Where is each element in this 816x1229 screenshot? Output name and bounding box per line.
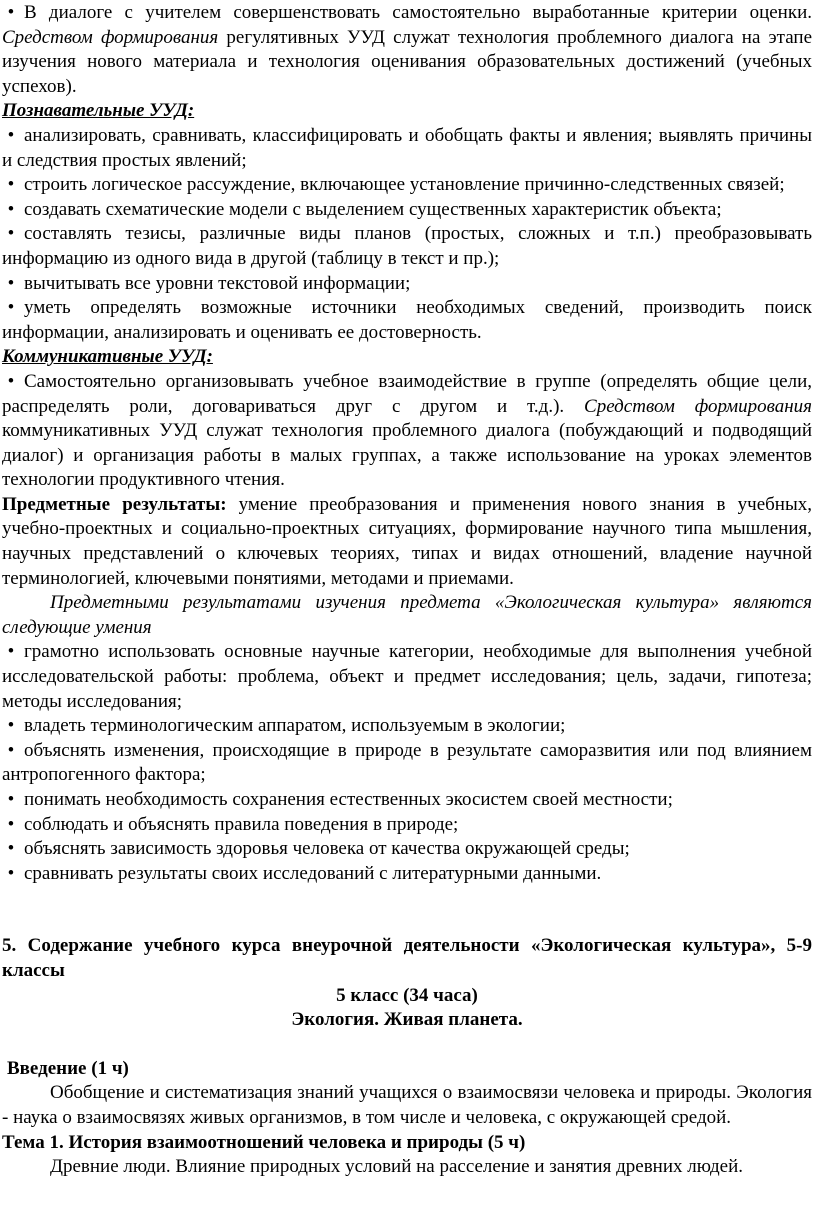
- communicative-paragraph: • Самостоятельно организовывать учебное взаимодействие в группе (определять общие цели, распределять роли, договариваться друг с другом и т.д.). Средством формирования коммуникативных УУД служат технология проблемного диалога (побуждающий и подводящий диалог) и организация работы в малых группах, а также использование на уроках элементов технологии продуктивного чтения.: [2, 370, 813, 491]
- list-item: • анализировать, сравнивать, классифицировать и обобщать факты и явления; выявлять причины и следствия простых явлений;: [2, 124, 812, 171]
- regulatory-paragraph: • В диалоге с учителем совершенствовать самостоятельно выработанные критерии оценки. Средством формирования регулятивных УУД служат технология проблемного диалога на этапе изучения нового материала и технология оценивания образовательных достижений (учебных успехов).: [2, 2, 813, 97]
- bullet-icon: •: [7, 813, 15, 835]
- bullet-icon: •: [7, 862, 15, 884]
- bullet-icon: •: [7, 2, 15, 23]
- list-item: • объяснять зависимость здоровья человека от качества окружающей среды;: [2, 837, 812, 862]
- subject-results-paragraph: Предметные результаты: умение преобразования и применения нового знания в учебных, учебно-проектных и социально-проектных ситуациях, формирование научного типа мышления, научных представлений о ключевых теориях, типах и видах отношений, владение научной терминологией, ключевыми понятиями, методами и приемами.: [2, 493, 812, 589]
- subject-results-list: [2, 640, 812, 886]
- intro-text: Обобщение и систематизация знаний учащихся о взаимосвязи человека и природы. Экология - наука о взаимосвязях живых организмов, в том числе и человека, с окружающей средой.: [2, 1082, 812, 1128]
- bullet-icon: •: [7, 739, 15, 761]
- list-item: • грамотно использовать основные научные категории, необходимые для выполнения учебной исследовательской работы: проблема, объект и предмет исследования; цель, задачи, гипотеза; методы исследования;: [2, 641, 812, 712]
- communicative-heading: Коммуникативные УУД:: [2, 346, 213, 368]
- list-item: • вычитывать все уровни текстовой информации;: [2, 272, 812, 297]
- cognitive-list: [2, 124, 812, 345]
- bullet-icon: •: [7, 641, 15, 663]
- list-item: • объяснять изменения, происходящие в природе в результате саморазвития или под влиянием антропогенного фактора;: [2, 739, 812, 786]
- list-item: • соблюдать и объяснять правила поведения в природе;: [2, 813, 812, 838]
- bullet-icon: •: [7, 789, 15, 810]
- list-item: • составлять тезисы, различные виды планов (простых, сложных и т.п.) преобразовывать информацию из одного вида в другой (таблицу в текст и пр.);: [2, 223, 812, 269]
- intro-heading: Введение (1 ч): [7, 1057, 129, 1079]
- list-item: • уметь определять возможные источники необходимых сведений, производить поиск информации, анализировать и оценивать ее достоверность.: [2, 297, 812, 343]
- topic-1-heading: Тема 1. История взаимоотношений человека и природы (5 ч): [2, 1131, 526, 1153]
- bullet-icon: •: [7, 223, 15, 245]
- list-item: • сравнивать результаты своих исследований с литературными данными.: [2, 862, 812, 887]
- spacer: [2, 886, 812, 934]
- grade-heading: 5 класс (34 часа): [336, 984, 478, 1006]
- subject-results-intro: Предметными результатами изучения предмета «Экологическая культура» являются следующие умения: [2, 592, 812, 638]
- list-item: • строить логическое рассуждение, включающее установление причинно-следственных связей;: [2, 173, 812, 198]
- list-item: • понимать необходимость сохранения естественных экосистем своей местности;: [2, 788, 812, 813]
- spacer: [2, 1033, 812, 1057]
- list-item: • владеть терминологическим аппаратом, используемым в экологии;: [2, 714, 812, 739]
- course-subtitle: Экология. Живая планета.: [291, 1009, 523, 1031]
- topic-1-text: Древние люди. Влияние природных условий на расселение и занятия древних людей.: [50, 1156, 743, 1178]
- section-5-title: 5. Содержание учебного курса внеурочной деятельности «Экологическая культура», 5-9 классы: [2, 935, 812, 981]
- bullet-icon: •: [7, 370, 15, 392]
- cognitive-heading: Познавательные УУД:: [2, 100, 195, 122]
- bullet-icon: •: [7, 198, 15, 220]
- bullet-icon: •: [7, 174, 15, 196]
- subject-results-label: Предметные результаты:: [2, 493, 227, 515]
- bullet-icon: •: [7, 297, 15, 319]
- list-item: • создавать схематические модели с выделением существенных характеристик объекта;: [2, 198, 812, 223]
- bullet-icon: •: [7, 272, 15, 294]
- bullet-icon: •: [7, 715, 15, 737]
- bullet-icon: •: [7, 124, 15, 146]
- bullet-icon: •: [7, 838, 15, 860]
